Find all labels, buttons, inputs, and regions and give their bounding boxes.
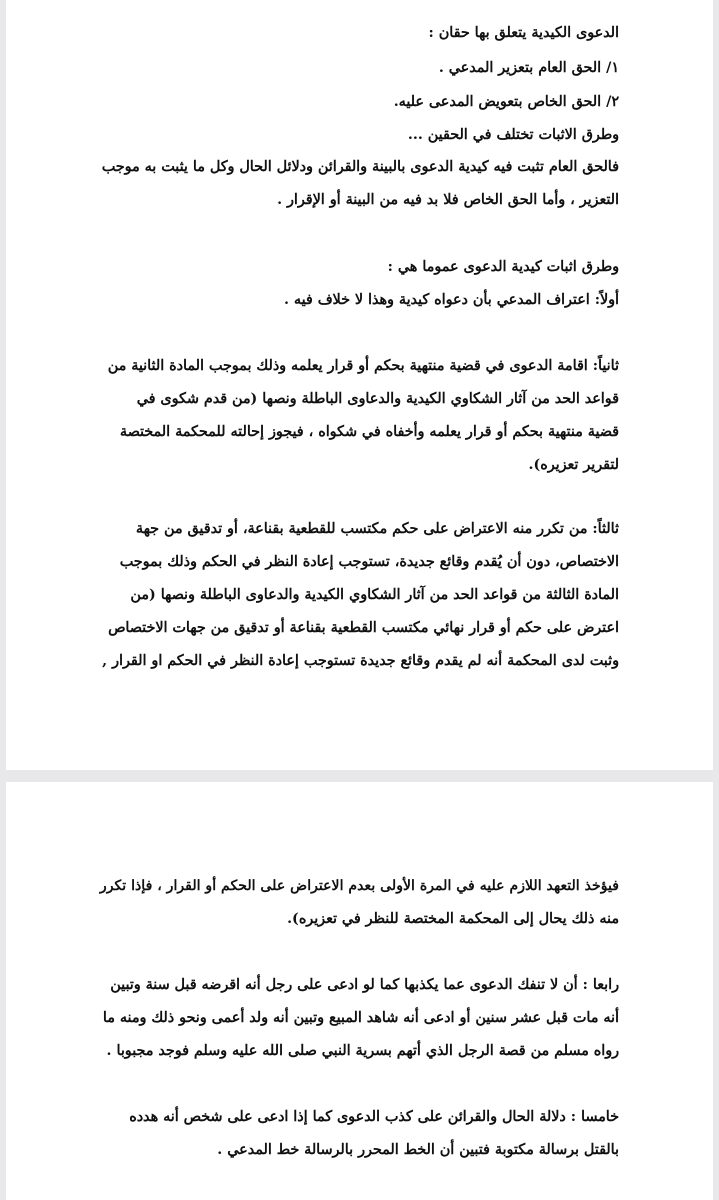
- text-line: قواعد الحد من آثار الشكاوي الكيدية والدعاوى الباطلة ونصها (من قدم شكوى في: [136, 391, 619, 407]
- text-line: التعزير ، وأما الحق الخاص فلا بد فيه من البينة أو الإقرار .: [277, 192, 619, 208]
- text-line: ١/ الحق العام بتعزير المدعي .: [438, 60, 619, 76]
- text-line: منه ذلك يحال إلى المحكمة المختصة للنظر في تعزيره).: [287, 911, 619, 927]
- text-line: خامسا : دلالة الحال والقرائن على كذب الدعوى كما إذا ادعى على شخص أنه هدده: [129, 1109, 619, 1125]
- text-line: وثبت لدى المحكمة أنه لم يقدم وقائع جديدة تستوجب إعادة النظر في الحكم او القرار ,: [102, 653, 619, 669]
- text-line: فيؤخذ التعهد اللازم عليه في المرة الأولى بعدم الاعتراض على الحكم أو القرار ، فإذا تكرر: [99, 878, 619, 894]
- text-line: ثالثاً: من تكرر منه الاعتراض على حكم مكتسب للقطعية بقناعة، أو تدقيق من جهة: [135, 521, 619, 537]
- document-page-1: [6, 0, 713, 770]
- text-line: قضية منتهية بحكم أو قرار يعلمه وأخفاه في شكواه ، فيجوز إحالته للمحكمة المختصة: [119, 424, 619, 440]
- text-line: وطرق اثبات كيدية الدعوى عموما هي :: [387, 259, 619, 275]
- text-line: وطرق الاثبات تختلف في الحقين ...: [407, 127, 619, 143]
- text-line: رابعا : أن لا تنفك الدعوى عما يكذبها كما لو ادعى على رجل أنه اقرضه قبل سنة وتبين: [110, 977, 619, 993]
- text-line: ٢/ الحق الخاص بتعويض المدعى عليه.: [393, 94, 619, 110]
- text-line: ثانياً: اقامة الدعوى في قضية منتهية بحكم أو قرار يعلمه وذلك بموجب المادة الثانية من: [107, 358, 619, 374]
- text-line: الدعوى الكيدية يتعلق بها حقان :: [428, 25, 619, 41]
- text-line: اعترض على حكم أو قرار نهائي مكتسب القطعية بقناعة أو تدقيق من جهات الاختصاص: [108, 620, 619, 636]
- text-line: بالقتل برسالة مكتوبة فتبين أن الخط المحرر بالرسالة خط المدعي .: [217, 1142, 619, 1158]
- text-line: أنه مات قبل عشر سنين أو ادعى أنه شاهد المبيع وتبين أنه ولد أعمى ونحو ذلك ومنه ما: [102, 1010, 619, 1026]
- text-line: المادة الثالثة من قواعد الحد من آثار الشكاوي الكيدية والدعاوى الباطلة ونصها (من: [130, 587, 619, 603]
- text-line: لتقرير تعزيره).: [528, 457, 619, 473]
- text-line: أولاً: اعتراف المدعي بأن دعواه كيدية وهذا لا خلاف فيه .: [283, 292, 619, 308]
- text-line: رواه مسلم من قصة الرجل الذي أتهم بسرية النبي صلى الله عليه وسلم فوجد مجبوبا .: [106, 1043, 619, 1059]
- text-line: الاختصاص، دون أن يُقدم وقائع جديدة، تستوجب إعادة النظر في الحكم وذلك بموجب: [119, 554, 619, 570]
- text-line: فالحق العام تثبت فيه كيدية الدعوى بالبينة والقرائن ودلائل الحال وكل ما يثبت به موجب: [101, 159, 619, 175]
- document-page-2: [6, 782, 713, 1200]
